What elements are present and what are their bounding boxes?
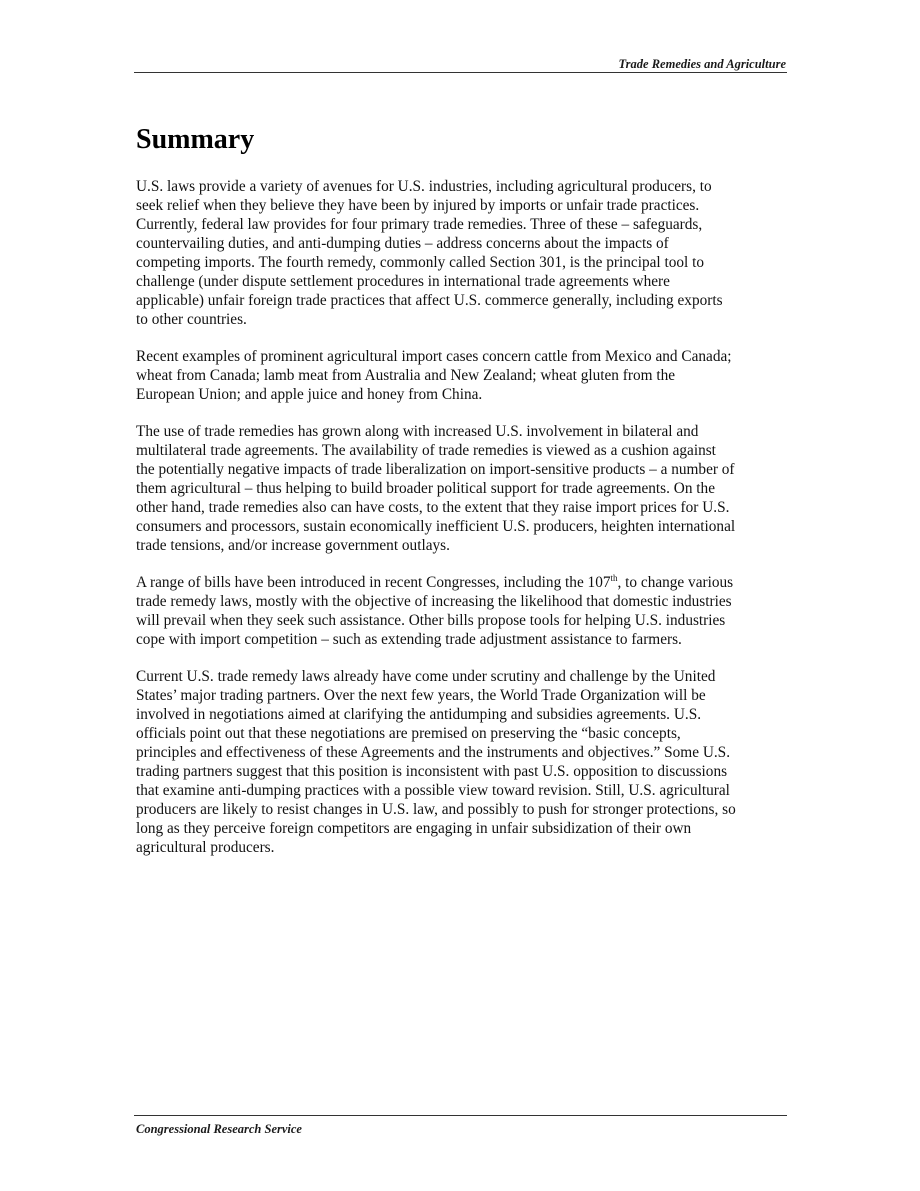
- text-line: trade remedy laws, mostly with the objective of increasing the likelihood that domestic industries: [136, 593, 732, 610]
- text-line: to other countries.: [136, 311, 247, 328]
- text-fragment: , to change various: [617, 574, 734, 591]
- text-line: producers are likely to resist changes in U.S. law, and possibly to push for stronger protections, so: [136, 801, 736, 818]
- text-line: applicable) unfair foreign trade practices that affect U.S. commerce generally, including exports: [136, 292, 723, 309]
- text-line: will prevail when they seek such assistance. Other bills propose tools for helping U.S. industries: [136, 612, 726, 629]
- text-line: States’ major trading partners. Over the next few years, the World Trade Organization will be: [136, 687, 706, 704]
- text-line: seek relief when they believe they have been by injured by imports or unfair trade practices.: [136, 197, 700, 214]
- text-line: The use of trade remedies has grown along with increased U.S. involvement in bilateral and: [136, 423, 699, 440]
- text-line: European Union; and apple juice and honey from China.: [136, 386, 483, 403]
- text-line: officials point out that these negotiations are premised on preserving the “basic concepts,: [136, 725, 681, 742]
- text-line: long as they perceive foreign competitors are engaging in unfair subsidization of their own: [136, 820, 692, 837]
- text-line: multilateral trade agreements. The availability of trade remedies is viewed as a cushion against: [136, 442, 716, 459]
- running-footer: Congressional Research Service: [136, 1122, 302, 1136]
- paragraph-import-cases: [136, 347, 788, 404]
- text-line: trading partners suggest that this position is inconsistent with past U.S. opposition to discussions: [136, 763, 728, 780]
- text-line: Current U.S. trade remedy laws already have come under scrutiny and challenge by the United: [136, 668, 716, 685]
- text-line: competing imports. The fourth remedy, commonly called Section 301, is the principal tool to: [136, 254, 704, 271]
- summary-body: [136, 177, 788, 875]
- text-line: countervailing duties, and anti-dumping duties – address concerns about the impacts of: [136, 235, 669, 252]
- text-line: consumers and processors, sustain economically inefficient U.S. producers, heighten international: [136, 518, 736, 535]
- paragraph-trade-agreements: [136, 422, 788, 555]
- text-line: other hand, trade remedies also can have costs, to the extent that they raise import prices for U.S.: [136, 499, 730, 516]
- text-line: trade tensions, and/or increase government outlays.: [136, 537, 450, 554]
- text-line: them agricultural – thus helping to build broader political support for trade agreements. On the: [136, 480, 715, 497]
- text-line: the potentially negative impacts of trade liberalization on import-sensitive products – a number of: [136, 461, 735, 478]
- text-line: Recent examples of prominent agricultural import cases concern cattle from Mexico and Canada;: [136, 348, 732, 365]
- paragraph-wto-negotiations: [136, 667, 788, 857]
- paragraph-trade-remedies-overview: [136, 177, 788, 329]
- text-line: wheat from Canada; lamb meat from Australia and New Zealand; wheat gluten from the: [136, 367, 676, 384]
- text-line: Currently, federal law provides for four primary trade remedies. Three of these – safeguards,: [136, 216, 703, 233]
- page-title: Summary: [136, 124, 255, 155]
- text-line: principles and effectiveness of these Agreements and the instruments and objectives.” Some U.S.: [136, 744, 731, 761]
- paragraph-congressional-bills: [136, 573, 788, 649]
- text-line: involved in negotiations aimed at clarifying the antidumping and subsidies agreements. U.S.: [136, 706, 702, 723]
- text-line: that examine anti-dumping practices with a possible view toward revision. Still, U.S. agricultural: [136, 782, 730, 799]
- text-line: agricultural producers.: [136, 839, 275, 856]
- text-line: cope with import competition – such as extending trade adjustment assistance to farmers.: [136, 631, 682, 648]
- ordinal-suffix: th: [610, 572, 618, 583]
- text-line: [136, 573, 788, 592]
- text-fragment: A range of bills have been introduced in recent Congresses, including the 107: [136, 574, 611, 591]
- header-rule: [134, 72, 787, 73]
- running-header: Trade Remedies and Agriculture: [618, 57, 786, 71]
- footer-rule: [134, 1115, 787, 1116]
- text-line: U.S. laws provide a variety of avenues for U.S. industries, including agricultural producers, to: [136, 178, 712, 195]
- text-line: challenge (under dispute settlement procedures in international trade agreements where: [136, 273, 670, 290]
